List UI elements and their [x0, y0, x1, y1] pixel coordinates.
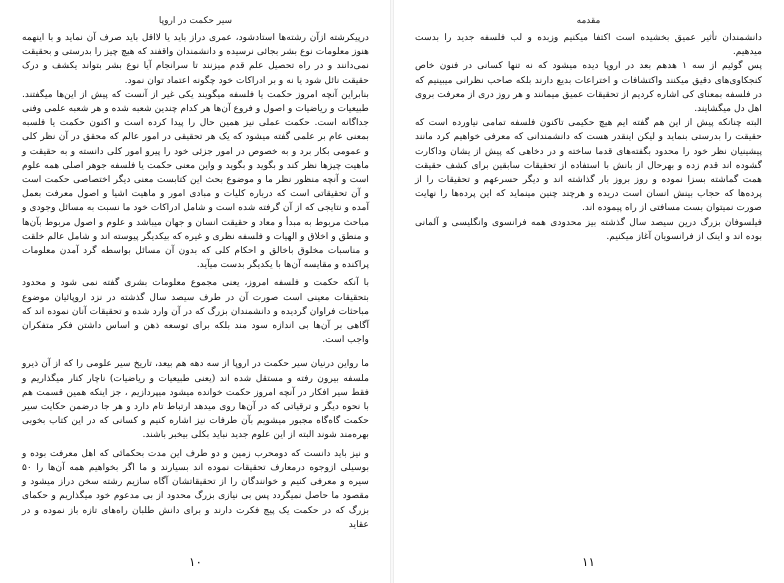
page-number-left: ۱۰	[189, 555, 202, 569]
page-number-right: ۱۱	[582, 555, 595, 569]
right-page	[393, 0, 784, 583]
right-page-body	[415, 31, 762, 244]
left-paragraph-1: درپیکرشته ازآن رشته‌ها استادشود، عمری دراز باید یا لااقل باید صرف آن نماید و با اینهمه هنوز معلومات نوع بشر بجائی نرسیده و دانشمندان واقفند که هیچ چیز را بدرستی و بحقیقت نمی‌دانند و در راه تحصیل علم قدم میزنند تا سرانجام آیا نوع بشر بتواند یکشف و درک حقیقت نائل شود یا نه و بر ادراکات خود چگونه اعتماد توان نمود.	[22, 32, 369, 86]
right-paragraph-2: پس گوئیم از سه ۱ هدهم بعد در اروپا دیده میشود که نه تنها کسانی در فنون خاص کنجکاوی‌های دقیق میکنند واکتشافات و اختراعات بدیع دارند بلکه صاحب نظرانی میبینیم که در فلسفه بمعنای کی اشاره کردیم از تحقیقات عمیق میمانند و هر روز دری از معرفت بروی اهل دل میگشایند.	[415, 60, 762, 115]
right-paragraph-4: فیلسوفان بزرگ درین سیصد سال گذشته بیز محدودی همه فرانسوی وانگلیسی و آلمانی بوده اند و اینک از فرانسویان آغاز میکنیم.	[415, 216, 762, 242]
running-head-left: سیر حکمت در اروپا	[158, 16, 233, 26]
left-page-body	[22, 31, 369, 532]
left-paragraph-3: با آنکه حکمت و فلسفه امروز، یعنی مجموع معلومات بشری گفته نمی شود و محدود بتحقیقات معینی است صورت آن در طرف سیصد سال گذشته در نزد اروپائیان موضوع مباحثات فراوان گردیده و دانشمندان بزرگ که در آن وارد شده و تحقیقات آنان نموده اند که آگاهی بر آن‌ها بی اندازه سود مند بلکه برای توسعه ذهن و اساس داشتن فکر متفکران واجب است.	[22, 277, 369, 346]
left-paragraph-2: بنابراین آنچه امروز حکمت یا فلسفه میگویند یکی غیر از آنست که پیش از این‌ها میگفتند. طبیعیات و ریاضیات و اصول و فروع آن‌ها هر کدام چندین شعبه شده و هر شعبه علمی وفنی جداگانه است. حکمت عملی نیز همین حال را پیدا کرده است و اکنون حکمت یا فلسبه بمعنی عام بر علمی گفته میشود که یک هر تحقیقی در امور عالم که محقق در آن نظر کلی و عمومی بکار برد و به خصوص در امور جزئی خود را پیرو امور کلی دانسته و به حقیقت و ماهیت چیزها نظر کند و بگوید و بگوید و واین معنی حکمت یا فلسفه جوهر اصلی همه علوم است و آنچه منظور نظر ما و موضوع بحث این کتابست معنی دیگر اختصاصی حکمت است و آن تحقیقاتی است که درباره کلیات و مبادی امور و ماهیت اشیا و اصول معرفت بعمل آمده و نتایجی که از آن گرفته شده است و شامل ادراکات خود ما نسبت به مسائل وجودی و مباحث مربوط به مبدأ و معاد و حقیقت انسان و جهان میباشد و علوم و اصول مربوط بآن‌ها و منطق و اخلاق و الهیات و فلسفه نظری و غیره که بیکدیگر پیوسته اند و شامل عالم خلقت و مناسبات مخلوق باخالق و احکام کلی که بدون آن مسائل بواسطه گرد آمدن معلومات پراکنده و مقایسه آن‌ها با یکدیگر بدست میآید.	[22, 88, 369, 271]
running-head-right: مقدمه	[576, 16, 601, 26]
left-paragraph-4: ما رواین درنیان سیر حکمت در اروپا از سه دهه هم بیعد، تاریخ سیر علومی را که از آن ذیرو ملسفه بیرون رفته و مستقل شده اند (یعنی طبیعیات و ریاضیات) ناچار کنار میگذاریم و فقط سیر افکار در آنچه امروز حکمت خوانده میشود میپردازیم ، جز اینکه همین قسمت هم با نحوه دیگر و ترقیاتی که در آن‌ها روی میدهد ارتباط تام دارد و هر جا درضمن حکایت سیر حکمت گاه‌گاه مجبور میشویم بآن طرفات نیز اشاره کنیم و کسانی که در این کتاب بخوبی بهره‌مند شوند البته از این علوم جدید نباید بکلی بیخبر باشند.	[22, 358, 369, 441]
right-paragraph-1: دانشمندان تأثیر عمیق بخشیده است اکتفا میکنیم وزبده و لب فلسفه جدید را بدست میدهیم.	[415, 32, 762, 58]
left-paragraph-5: و نیز باید دانست که دومحرب زمین و دو طرف این مدت بحکمائی که اهل معرفت بوده و بوسیلی ازوجوه درمعارف تحقیقات نموده اند بسیارند و ما اگر بخواهیم همه آن‌ها را ۵۰ سیره و معرفی کنیم و خوانندگان را از تحقیقاتشان آگاه سازیم رشته سخن دراز میشود و مقصود ما حاصل نمیگردد پس بی نیازی بزرگ محدود از بی مدعوم خود میگذاریم و حکمای بزرگ که در حکمت یک پیج فکرت دارند و برای دانش طلبان راه‌های تازه باز نموده و در عقاید	[22, 447, 369, 530]
right-paragraph-3: البته چنانکه پیش از این هم گفته ایم هیچ حکیمی تاکنون فلسفه تمامی نیاورده است که حقیقت را بدرستی بنماید و لیکن اینقدر هست که دانشمندانی که معرفی خواهیم کرد مانند پیشینیان نظر خود را محدود بگفته‌های قدما ساخته و در دخاهی که پیش از یشان وداکارت گشوده اند قدم زده و بهرحال از بانش با استفاده از تحقیقات سابقین برای کشف حقیقت همت گماشته بسزا نموده و روز بروز بار گذاشته اند و دیگر حسرعهم و تحقیقات را از پرده‌ها که حجاب بینش انسان است دریده و هرچند چنین مینماید که این پرده‌ها را نهایت صورت نمیتوان بست مسافتی از راه پیموده اند.	[415, 117, 762, 214]
